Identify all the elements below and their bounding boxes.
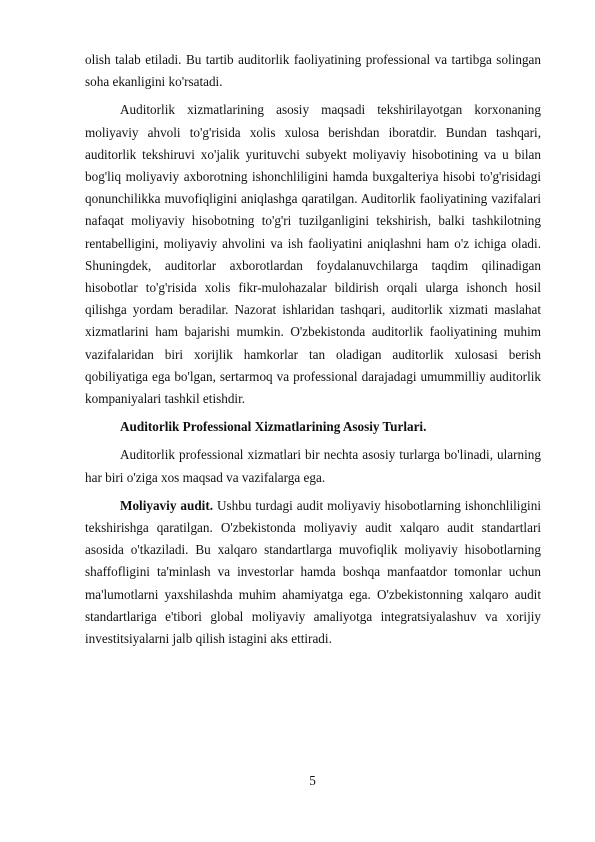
paragraph-audit-purpose: Auditorlik xizmatlarining asosiy maqsadi tekshirilayotgan korxonaning moliyaviy ahvoli to'g'risida xolis xulosa berishdan iboratdir. Bundan tashqari, auditorlik tekshiruvi xo'jalik yurituvchi subyekt moliyaviy hisobotining va u bilan bog'liq moliyaviy axborotning ishonchliligini hamda buxgalteriya hisobi to'g'risidagi qonunchilikka muvofiqligini aniqlashga qaratilgan. Auditorlik faoliyatining vazifalari nafaqat moliyaviy hisobotning to'g'ri tuzilganligini tekshirish, balki tashkilotning rentabelligini, moliyaviy ahvolini va ish faoliyatini aniqlashni ham o'z ichiga oladi. Shuningdek, auditorlar axborotlardan foydalanuvchilarga taqdim qilinadigan hisobotlar to'g'risida xolis fikr-mulohazalar bildirish orqali ularga ishonch hosil qilishga yordam beradilar. Nazorat ishlaridan tashqari, auditorlik xizmati maslahat xizmatlarini ham bajarishi mumkin. O'zbekistonda auditorlik faoliyatining muhim vazifalaridan biri xorijlik hamkorlar tan oladigan auditorlik xulosasi berish qobiliyatiga ega bo'lgan, sertarmoq va professional darajadagi umummilliy auditorlik kompaniyalari tashkil etishdir. — [85, 102, 541, 407]
paragraph-service-types: Auditorlik professional xizmatlari bir nechta asosiy turlarga bo'linadi, ularning har biri o'ziga xos maqsad va vazifalarga ega. — [85, 447, 541, 485]
paragraph-continuation: olish talab etiladi. Bu tartib auditorlik faoliyatining professional va tartibga solingan soha ekanligini ko'rsatadi. — [85, 52, 541, 90]
term-financial-audit: Moliyaviy audit. — [120, 497, 214, 513]
document-page — [85, 49, 541, 650]
paragraph-financial-audit — [85, 495, 541, 650]
page-number: 5 — [309, 773, 316, 788]
section-heading: Auditorlik Professional Xizmatlarining Asosiy Turlari. — [120, 419, 427, 435]
financial-audit-body: Ushbu turdagi audit moliyaviy hisobotlarning ishonchliligini tekshirishga qaratilgan. O'zbekistonda moliyaviy audit xalqaro audit standartlari asosida o'tkaziladi. Bu xalqaro standartlarga muvofiqlik moliyaviy hisobotlarning shaffofligini ta'minlash va investorlar hamda boshqa manfaatdor tomonlar uchun ma'lumotlarni yaxshilashda muhim ahamiyatga ega. O'zbekistonning xalqaro audit standartlariga e'tibori global moliyaviy amaliyotga integratsiyalashuv va xorijiy investitsiyalarni jalb qilish istagini aks ettiradi. — [85, 497, 541, 647]
